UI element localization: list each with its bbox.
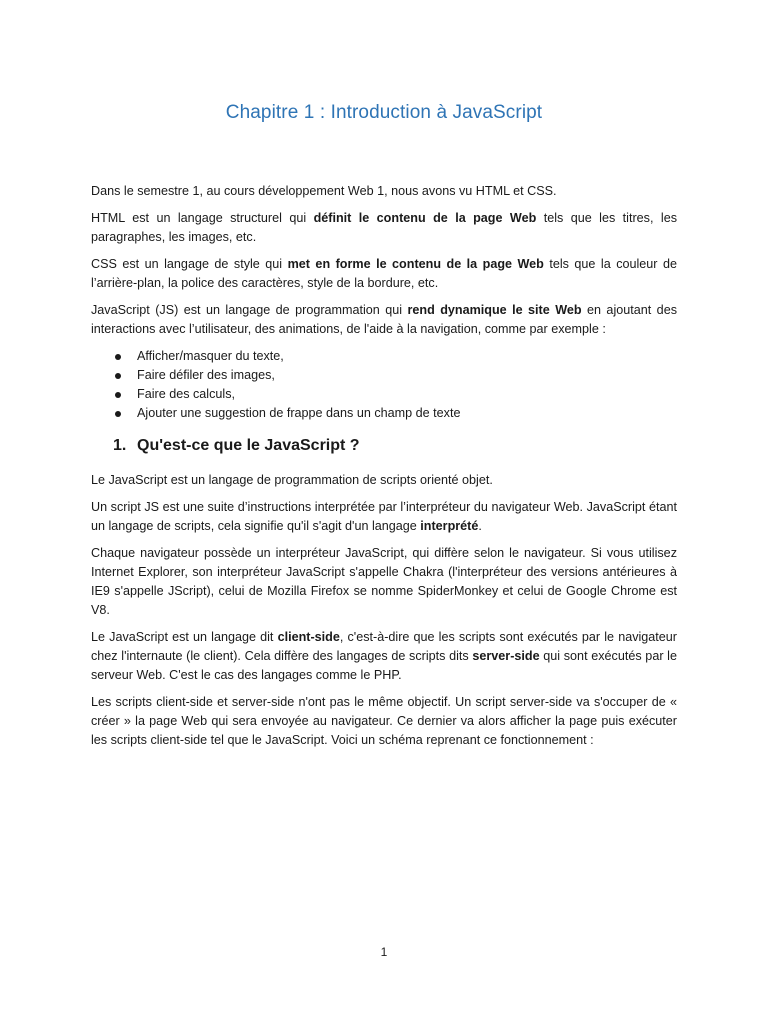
examples-list	[91, 347, 677, 423]
list-item-text: Faire des calculs,	[137, 387, 235, 401]
document-body	[91, 182, 677, 758]
section-paragraph-5	[91, 693, 677, 750]
bullet-icon	[115, 373, 121, 379]
list-item-text: Ajouter une suggestion de frappe dans un champ de texte	[137, 406, 461, 420]
section-paragraph-2-text-c: .	[478, 519, 482, 533]
list-item	[137, 385, 677, 404]
section-paragraph-4	[91, 628, 677, 685]
html-paragraph	[91, 209, 677, 247]
html-paragraph-bold: définit le contenu de la page Web	[313, 211, 537, 225]
js-paragraph-text-a: JavaScript (JS) est un langage de programmation qui	[91, 303, 408, 317]
section-paragraph-2-bold: interprété	[420, 519, 479, 533]
bullet-icon	[115, 354, 121, 360]
html-paragraph-text-a: HTML est un langage structurel qui	[91, 211, 314, 225]
document-page	[91, 0, 677, 1024]
section-number: 1.	[113, 437, 127, 454]
css-paragraph-text-c: tels que la couleur de l’arrière-plan, la police des caractères, style de la bordure, etc.	[91, 257, 677, 290]
list-item-text: Faire défiler des images,	[137, 368, 275, 382]
section-paragraph-1-text: Le JavaScript est un langage de programmation de scripts orienté objet.	[91, 473, 493, 487]
chapter-title: Chapitre 1 : Introduction à JavaScript	[225, 102, 543, 123]
intro-paragraph-1	[91, 182, 677, 201]
section-paragraph-3	[91, 544, 677, 620]
list-item-text: Afficher/masquer du texte,	[137, 349, 284, 363]
section-paragraph-4-text-e: qui sont exécutés par le serveur Web. C'est le cas des langages comme le PHP.	[91, 649, 677, 682]
js-paragraph-text-c: en ajoutant des interactions avec l’utilisateur, des animations, de l'aide à la navigation, comme par exemple :	[91, 303, 677, 336]
section-paragraph-2-text-a: Un script JS est une suite d’instructions interprétée par l’interpréteur du navigateur Web. JavaScript étant un langage de scripts, cela signifie qu'il s'agit d'un langage	[91, 500, 677, 533]
section-paragraph-4-text-c: , c'est-à-dire que les scripts sont exécutés par le navigateur chez l'internaute (le client). Cela diffère des langages de scripts dits	[91, 630, 678, 663]
section-paragraph-5-text: Les scripts client-side et server-side n'ont pas le même objectif. Un script server-side va s'occuper de « créer » la page Web qui sera envoyée au navigateur. Ce dernier va alors afficher la page puis exécuter les scripts client-side tel que le JavaScript. Voici un schéma reprenant ce fonctionnement :	[91, 695, 677, 747]
css-paragraph	[91, 255, 677, 293]
section-paragraph-1	[91, 471, 677, 490]
list-item	[137, 404, 677, 423]
section-paragraph-4-bold-2: server-side	[472, 649, 540, 663]
list-item	[137, 347, 677, 366]
section-paragraph-4-text-a: Le JavaScript est un langage dit	[91, 630, 278, 644]
section-paragraph-4-bold-1: client-side	[277, 630, 340, 644]
intro-paragraph-1-text: Dans le semestre 1, au cours développement Web 1, nous avons vu HTML et CSS.	[91, 184, 557, 198]
css-paragraph-text-a: CSS est un langage de style qui	[91, 257, 288, 271]
bullet-icon	[115, 411, 121, 417]
js-paragraph	[91, 301, 677, 339]
page-number: 1	[380, 945, 388, 959]
css-paragraph-bold: met en forme le contenu de la page Web	[287, 257, 544, 271]
section-paragraph-2	[91, 498, 677, 536]
bullet-icon	[115, 392, 121, 398]
section-heading	[91, 435, 677, 457]
section-heading-text: Qu'est-ce que le JavaScript ?	[137, 437, 360, 454]
section-paragraph-3-text: Chaque navigateur possède un interpréteur JavaScript, qui diffère selon le navigateur. Si vous utilisez Internet Explorer, son interpréteur JavaScript s'appelle Chakra (l'interpréteur des versions antérieures à IE9 s'appelle JScript), celui de Mozilla Firefox se nomme SpiderMonkey et celui de Google Chrome est V8.	[91, 546, 677, 617]
list-item	[137, 366, 677, 385]
js-paragraph-bold: rend dynamique le site Web	[407, 303, 582, 317]
html-paragraph-text-c: tels que les titres, les paragraphes, les images, etc.	[91, 211, 677, 244]
